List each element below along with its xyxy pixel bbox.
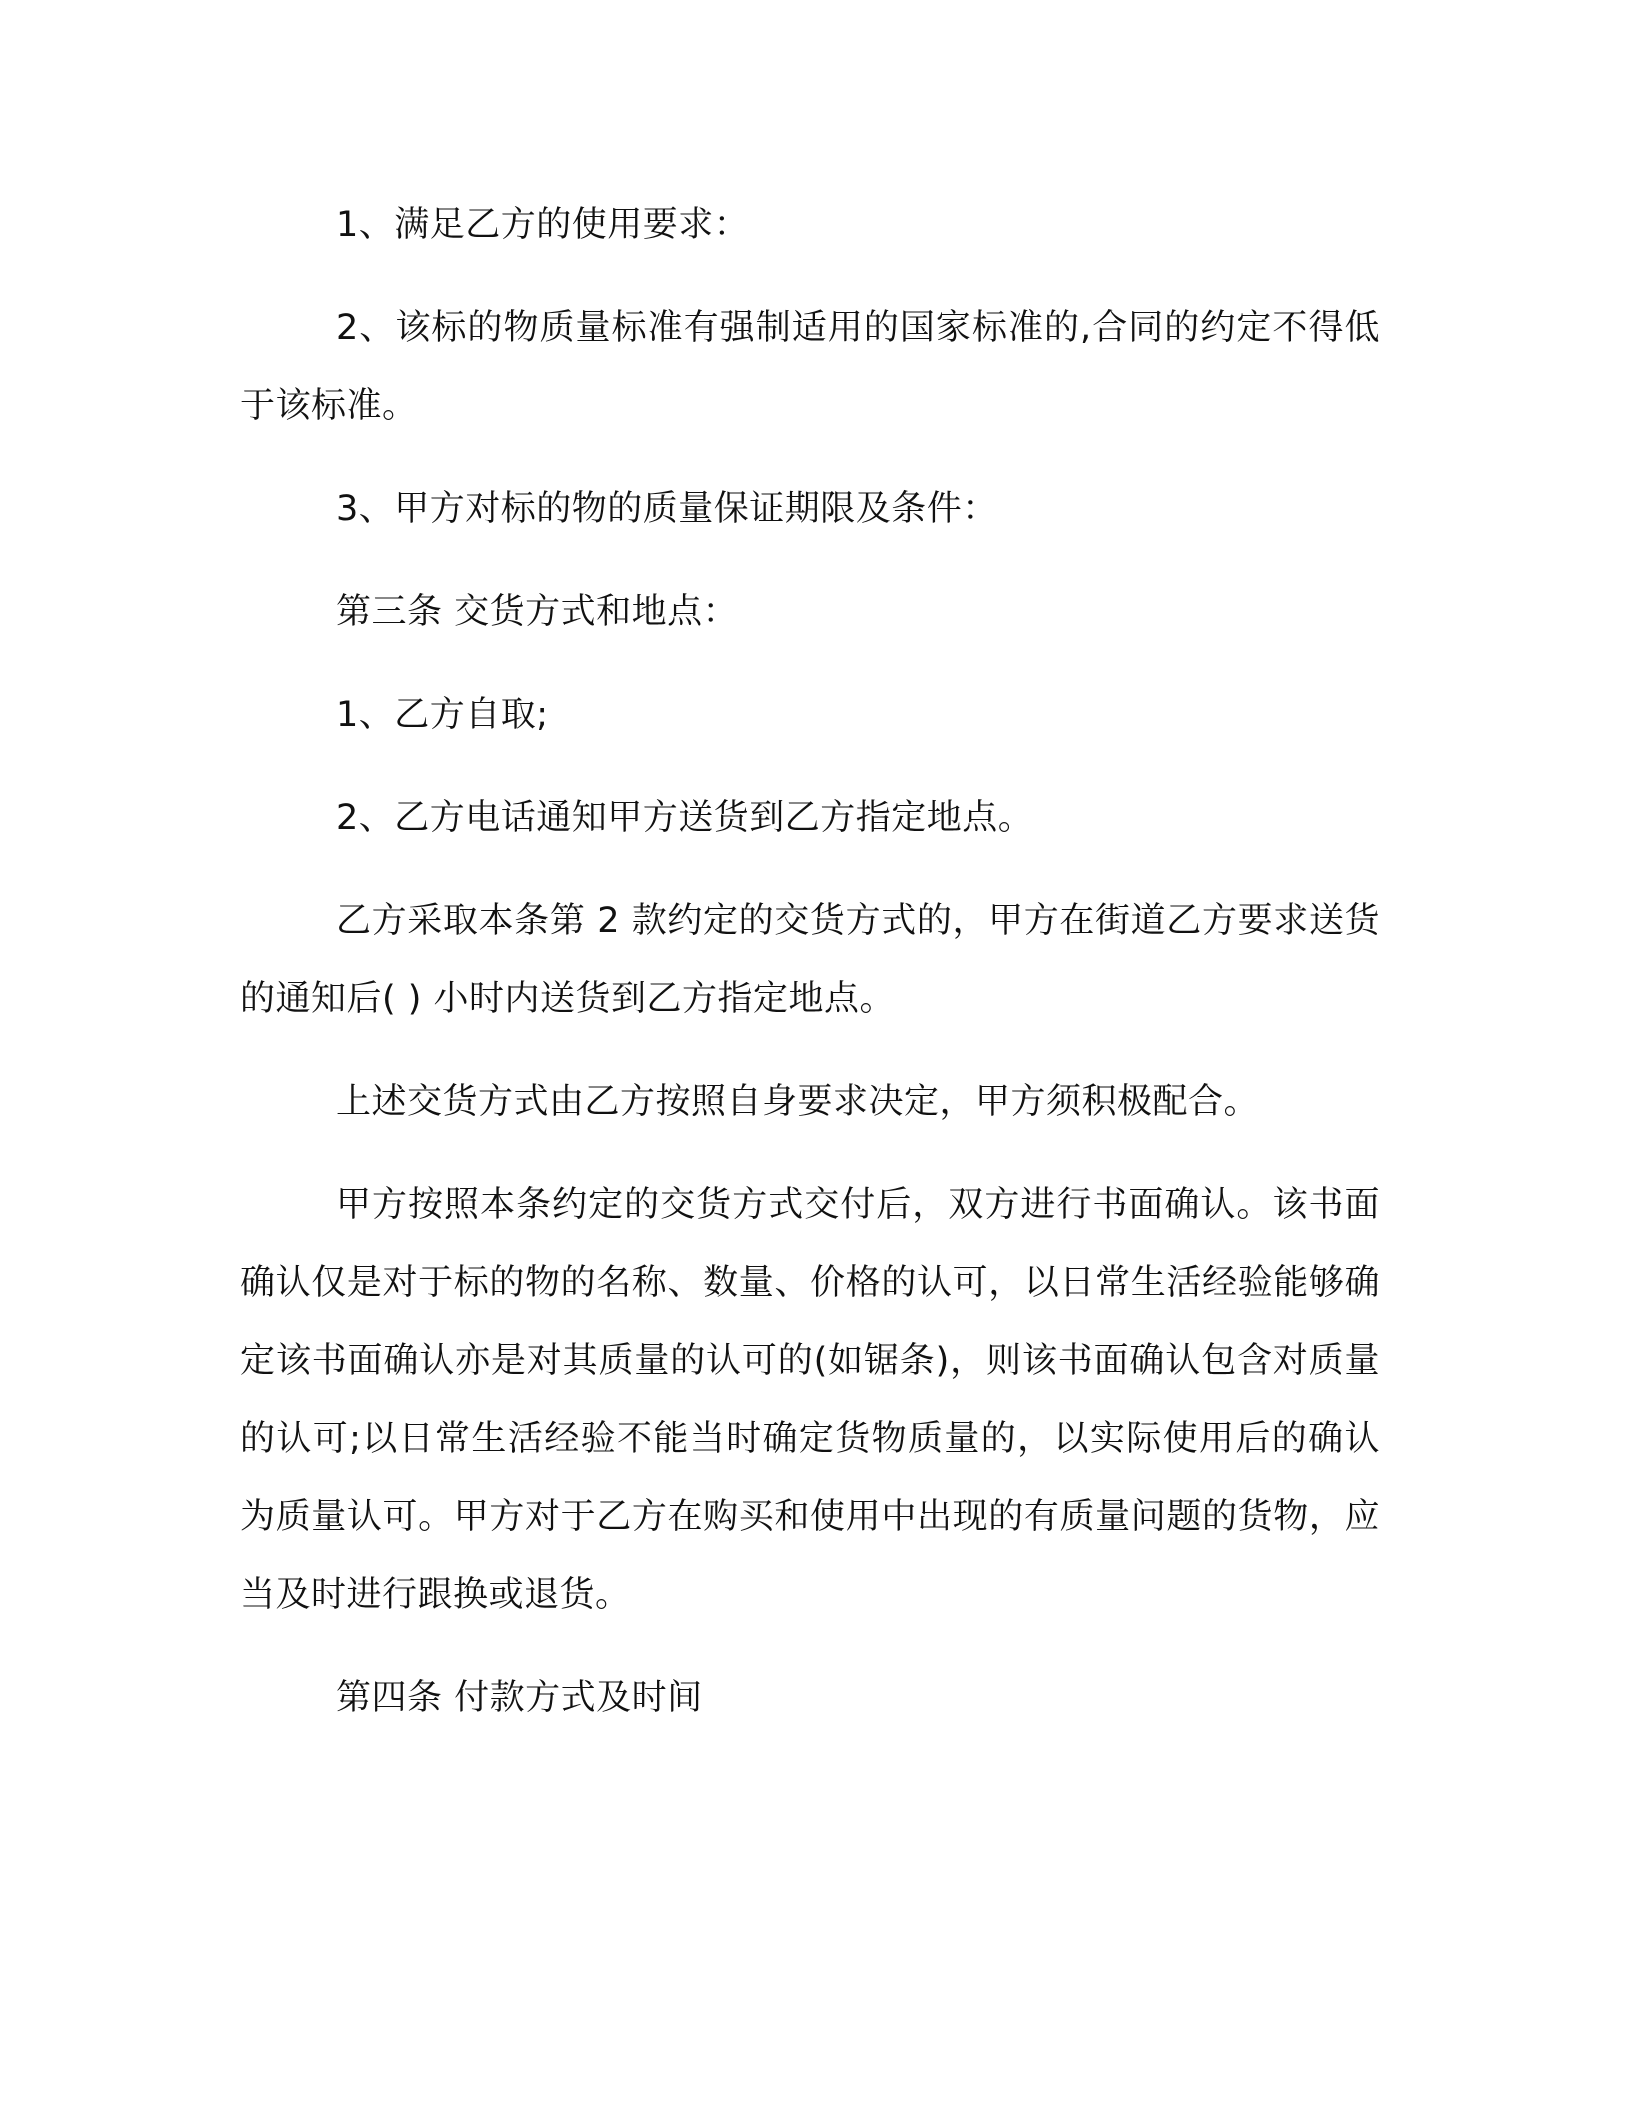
section-heading-article-3: 第三条 交货方式和地点：	[336, 592, 739, 632]
paragraph-item-1: 1、满足乙方的使用要求：	[336, 205, 750, 245]
section-heading-article-4: 第四条 付款方式及时间	[336, 1678, 703, 1718]
paragraph-delivery-2: 2、乙方电话通知甲方送货到乙方指定地点。	[336, 798, 1034, 838]
paragraph-delivery-decision: 上述交货方式由乙方按照自身要求决定，甲方须积极配合。	[336, 1082, 1260, 1122]
paragraph-item-3: 3、甲方对标的物的质量保证期限及条件：	[336, 489, 998, 529]
paragraph-delivery-terms: 乙方采取本条第 2 款约定的交货方式的，甲方在街道乙方要求送货的通知后( ) 小时内送货到乙方指定地点。	[240, 901, 1380, 1019]
paragraph-delivery-1: 1、乙方自取;	[336, 695, 549, 735]
paragraph-confirmation: 甲方按照本条约定的交货方式交付后，双方进行书面确认。该书面确认仅是对于标的物的名称、数量、价格的认可，以日常生活经验能够确定该书面确认亦是对其质量的认可的(如锯条)，则该书面确认包含对质量的认可;以日常生活经验不能当时确定货物质量的，以实际使用后的确认为质量认可。甲方对于乙方在购买和使用中出现的有质量问题的货物，应当及时进行跟换或退货。	[240, 1185, 1380, 1615]
document-body	[240, 186, 1380, 1737]
paragraph-item-2: 2、该标的物质量标准有强制适用的国家标准的,合同的约定不得低于该标准。	[240, 308, 1380, 426]
